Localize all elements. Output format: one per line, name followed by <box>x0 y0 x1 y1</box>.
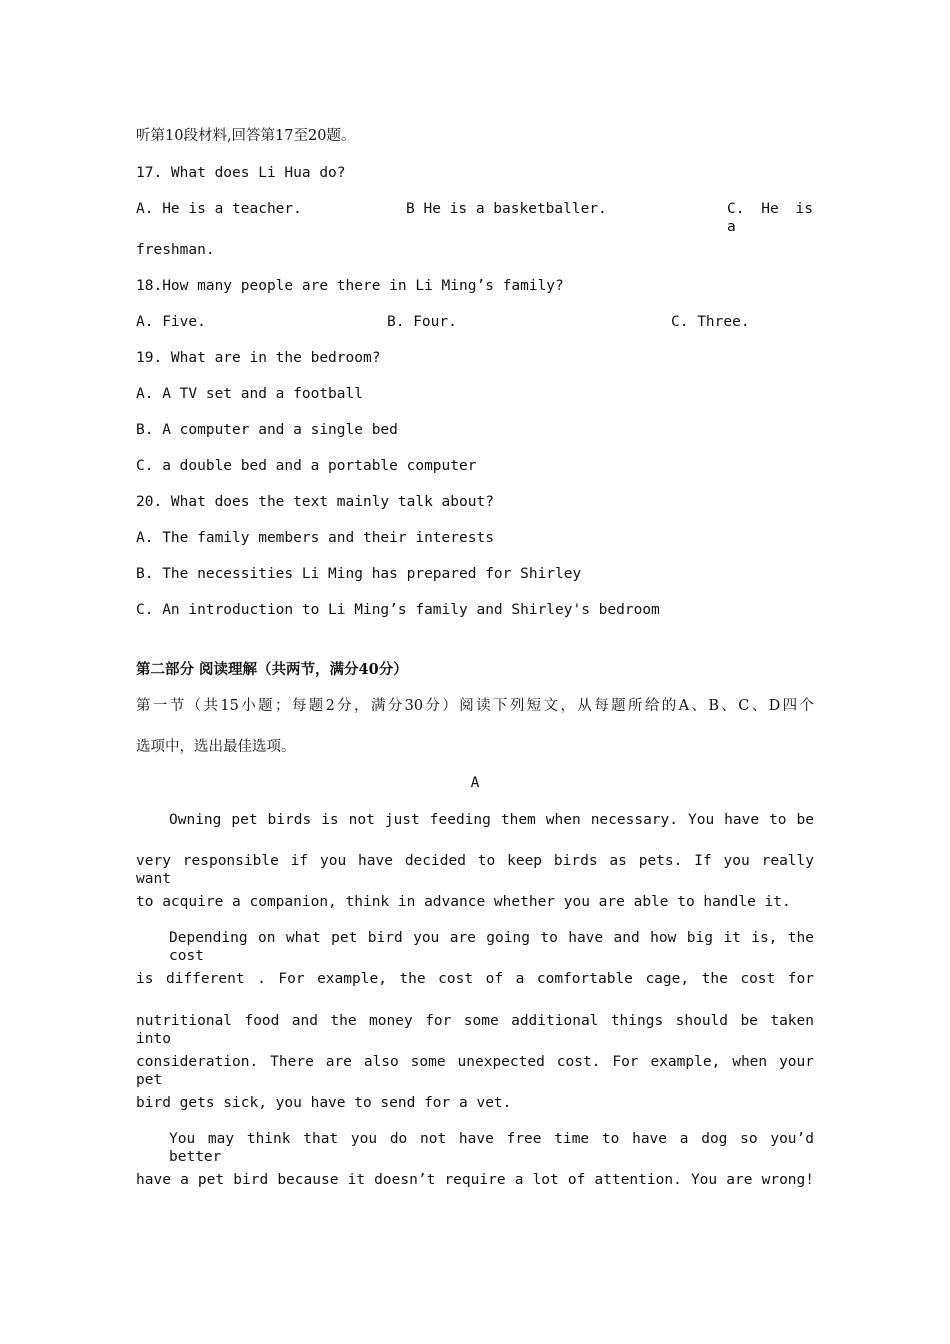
paragraph-1-line-3: to acquire a companion, think in advance whether you are able to handle it. <box>136 894 791 910</box>
paragraph-1-line-1: Owning pet birds is not just feeding them when necessary. You have to be <box>169 812 814 828</box>
question-20: 20. What does the text mainly talk about? <box>136 494 494 510</box>
q20-option-a: A. The family members and their interests <box>136 530 494 546</box>
q17-option-a: A. He is a teacher. <box>136 201 302 217</box>
paragraph-2-line-3: nutritional food and the money for some additional things should be taken into <box>136 1013 814 1047</box>
q19-option-b: B. A computer and a single bed <box>136 422 398 438</box>
paragraph-2-line-5: bird gets sick, you have to send for a vet. <box>136 1095 512 1111</box>
q17-option-c-continued: freshman. <box>136 242 215 258</box>
q20-option-c: C. An introduction to Li Ming’s family and Shirley's bedroom <box>136 602 660 618</box>
q18-option-a: A. Five. <box>136 314 206 330</box>
section-one-instructions: 第一节（共15小题；每题2分，满分30分）阅读下列短文，从每题所给的A、B、C、D四个 <box>136 698 814 714</box>
q19-option-a: A. A TV set and a football <box>136 386 363 402</box>
paragraph-2-line-2: is different . For example, the cost of a comfortable cage, the cost for <box>136 971 814 987</box>
paragraph-2-line-4: consideration. There are also some unexpected cost. For example, when your pet <box>136 1054 814 1088</box>
paragraph-3-line-1: You may think that you do not have free time to have a dog so you’d better <box>169 1131 814 1165</box>
q19-option-c: C. a double bed and a portable computer <box>136 458 477 474</box>
question-18: 18.How many people are there in Li Ming’s family? <box>136 278 564 294</box>
q17-option-c: C. He is a <box>727 201 813 235</box>
paragraph-3-line-2: have a pet bird because it doesn’t require a lot of attention. You are wrong! <box>136 1172 814 1188</box>
question-19: 19. What are in the bedroom? <box>136 350 381 366</box>
passage-label: A <box>470 775 480 791</box>
section-one-instructions-continued: 选项中，选出最佳选项。 <box>136 739 296 755</box>
q20-option-b: B. The necessities Li Ming has prepared for Shirley <box>136 566 582 582</box>
q18-option-c: C. Three. <box>671 314 750 330</box>
part-two-title: 第二部分 阅读理解（共两节，满分40分） <box>136 661 408 678</box>
q18-option-b: B. Four. <box>387 314 457 330</box>
paragraph-1-line-2: very responsible if you have decided to keep birds as pets. If you really want <box>136 853 814 887</box>
paragraph-2-line-1: Depending on what pet bird you are going to have and how big it is, the cost <box>169 930 814 964</box>
q17-option-b: B He is a basketballer. <box>406 201 607 217</box>
listening-intro: 听第10段材料,回答第17至20题。 <box>136 128 356 144</box>
question-17: 17. What does Li Hua do? <box>136 165 346 181</box>
